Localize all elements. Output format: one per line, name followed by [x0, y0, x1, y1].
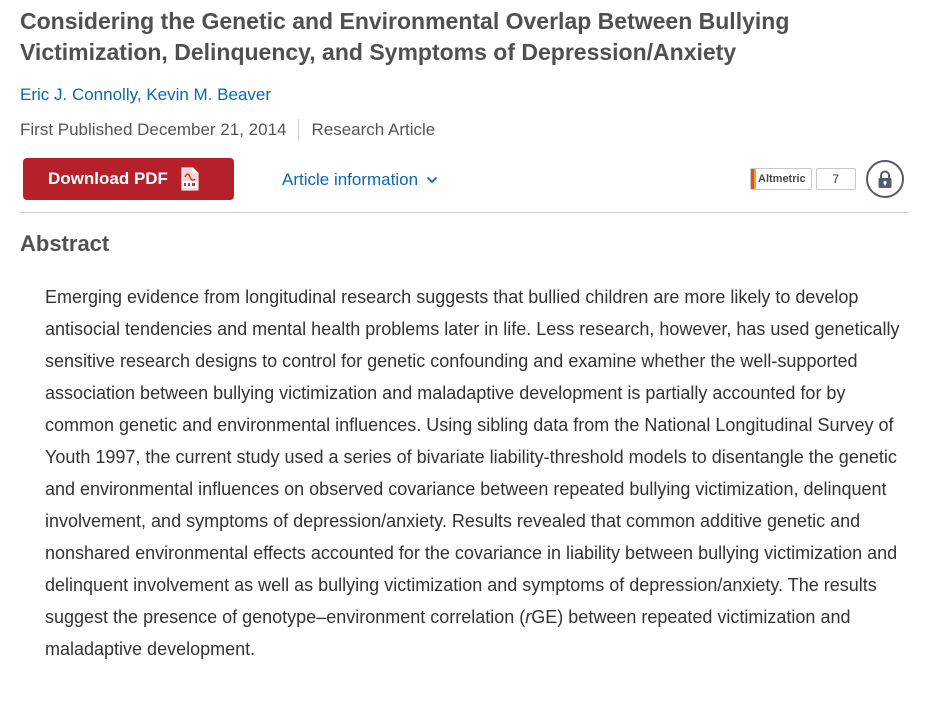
article-title: Considering the Genetic and Environmental Overlap Between Bullying Victimization, Delinquency, and Symptoms of Depression/Anxiety — [20, 8, 790, 65]
abstract-italic-r: r — [525, 607, 532, 627]
altmetric-label: Altmetric — [758, 173, 806, 185]
download-pdf-button[interactable] — [23, 158, 234, 200]
section-divider — [20, 212, 909, 213]
meta-divider — [298, 119, 299, 141]
article-information-toggle[interactable] — [282, 170, 438, 190]
download-pdf-label: Download PDF — [48, 169, 168, 188]
publication-date: First Published December 21, 2014 — [20, 120, 287, 139]
author-link-connolly[interactable]: Eric J. Connolly — [20, 85, 137, 104]
abstract-text-main: Emerging evidence from longitudinal research suggests that bullied children are more likely to develop antisocial tendencies and mental health problems later in life. Less research, however, has used genetically sensitive research designs to control for genetic confounding and examine whether the well-supported association between bullying victimization and maladaptive development is partially accounted for by common genetic and environmental influences. Using sibling data from the National Longitudinal Survey of Youth 1997, the current study used a series of bivariate liability-threshold models to disentangle the genetic and environmental influences on observed covariance between repeated bullying victimization, delinquent involvement, and symptoms of depression/anxiety. Results revealed that common additive genetic and nonshared environmental effects accounted for the covariance in liability between bullying victimization and delinquent involvement as well as bullying victimization and symptoms of depression/anxiety. The results suggest the presence of genotype–environment correlation ( — [45, 287, 900, 627]
article-information-label: Article information — [282, 170, 419, 189]
chevron-down-icon — [426, 176, 438, 184]
altmetric-badge[interactable] — [750, 168, 856, 190]
lock-icon — [877, 170, 893, 189]
abstract-text-end: GE) between repeated victimization and maladaptive development. — [45, 607, 851, 659]
access-lock-button[interactable] — [866, 160, 904, 198]
pdf-file-icon — [180, 167, 200, 191]
publication-meta — [20, 119, 435, 141]
author-list — [20, 85, 271, 105]
abstract-text — [45, 281, 915, 665]
abstract-heading: Abstract — [20, 231, 110, 256]
altmetric-logo — [750, 168, 812, 190]
author-separator: , — [136, 85, 142, 104]
author-link-beaver[interactable]: Kevin M. Beaver — [146, 85, 272, 104]
altmetric-score: 7 — [816, 168, 856, 190]
article-type: Research Article — [311, 120, 436, 139]
